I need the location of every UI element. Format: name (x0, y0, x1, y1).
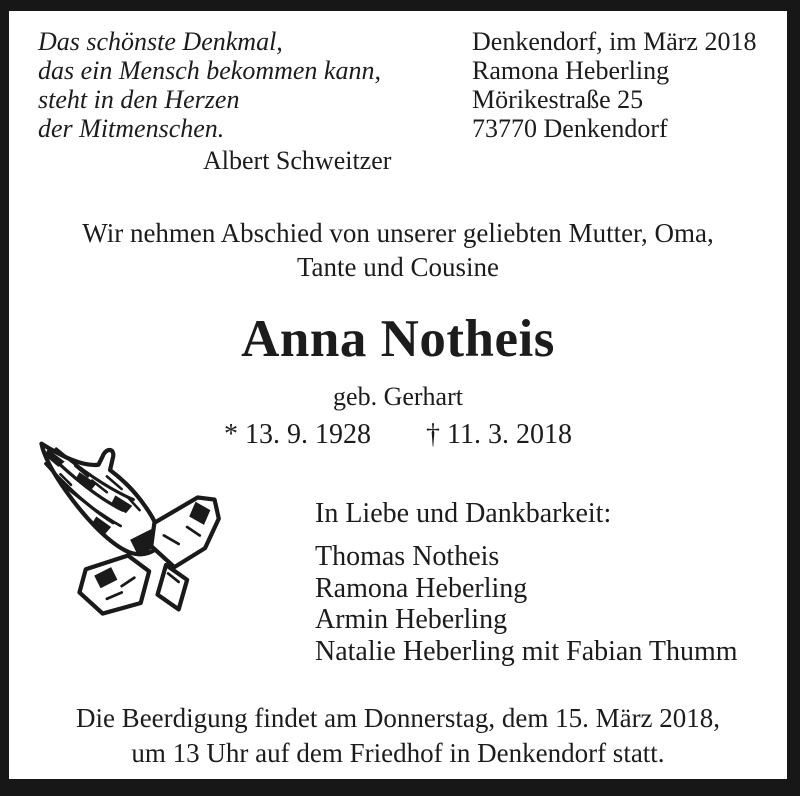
mourner-name: Armin Heberling (315, 604, 508, 635)
dateline-line: Denkendorf, im März 2018 (472, 27, 757, 56)
mourners-block (315, 498, 738, 667)
quote-attribution: Albert Schweitzer (203, 146, 392, 175)
mourners-heading: In Liebe und Dankbarkeit: (315, 498, 612, 529)
quote-line: steht in den Herzen (38, 85, 240, 114)
mourner-name: Thomas Notheis (315, 541, 500, 572)
mourner-name: Natalie Heberling mit Fabian Thumm (315, 635, 738, 667)
mourner-name: Ramona Heberling (315, 572, 528, 604)
death-date: † 11. 3. 2018 (426, 419, 572, 450)
praying-hands-icon (33, 434, 223, 619)
dateline-block (472, 27, 756, 143)
quote-line: Das schönste Denkmal, (38, 27, 283, 56)
dateline-line: Mörikestraße 25 (472, 85, 644, 114)
funeral-line-1: Die Beerdigung findet am Donnerstag, dem 15. März 2018, (75, 703, 721, 733)
quote-block (38, 27, 391, 175)
dateline-line: Ramona Heberling (472, 56, 670, 85)
intro-text (9, 216, 787, 284)
intro-line-2: Tante und Cousine (296, 252, 500, 282)
quote-line: das ein Mensch bekommen kann, (38, 56, 381, 85)
quote-line: der Mitmenschen. (38, 114, 225, 143)
deceased-name: Anna Notheis (241, 310, 555, 368)
funeral-line-2: um 13 Uhr auf dem Friedhof in Denkendorf statt. (131, 738, 665, 768)
maiden-name: geb. Gerhart (333, 382, 463, 411)
birth-date: * 13. 9. 1928 (224, 419, 372, 450)
dateline-line: 73770 Denkendorf (472, 114, 668, 143)
funeral-info (9, 701, 787, 771)
intro-line-1: Wir nehmen Abschied von unserer geliebten Mutter, Oma, (82, 218, 714, 248)
